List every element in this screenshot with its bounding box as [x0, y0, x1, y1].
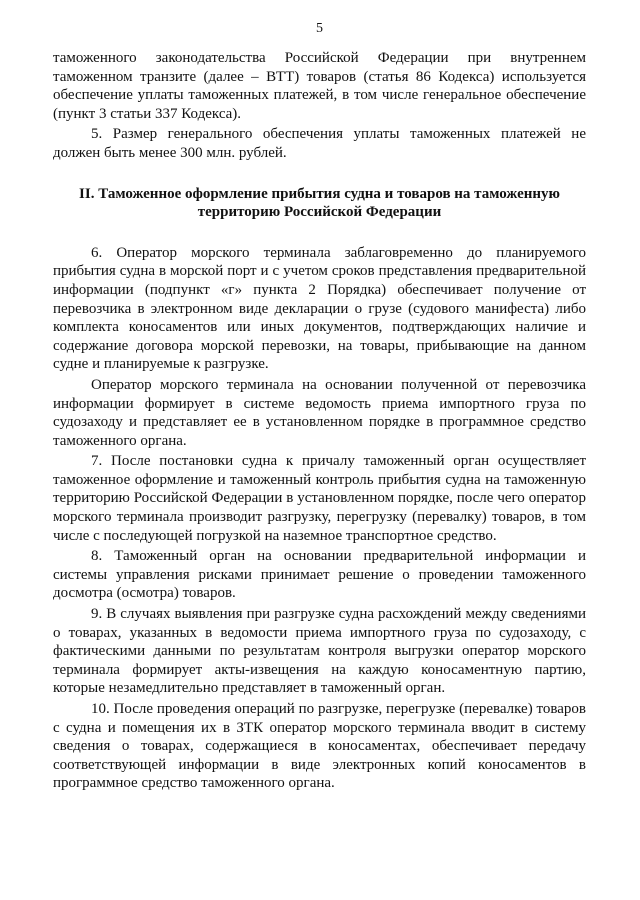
paragraph-item-7: 7. После постановки судна к причалу таможенный орган осуществляет таможенное оформление и таможенный контроль прибытия судна на таможенную территорию Российской Федерации в установленном порядке, после чего оператор морского терминала производит разгрузку, перегрузку (перевалку) товаров, в том числе с последующей погрузкой на наземное транспортное средство. — [53, 453, 586, 544]
paragraph-item-9: 9. В случаях выявления при разгрузке судна расхождений между сведениями о товарах, указанных в ведомости приема импортного груза по судозаходу, с фактическими данными по результатам контроля выгрузки оператор морского терминала формирует акты-извещения на каждую коносаментную партию, которые незамедлительно представляет в таможенный орган. — [53, 606, 586, 697]
paragraph-item-6-continuation: Оператор морского терминала на основании полученной от перевозчика информации формирует в системе ведомость приема импортного груза по судозаходу и представляет ее в установленном порядке в программное средство таможенного органа. — [53, 376, 586, 449]
paragraph-item-10: 10. После проведения операций по разгрузке, перегрузке (перевалке) товаров с судна и помещения их в ЗТК оператор морского терминала вводит в систему сведения о товарах, содержащиеся в коносаментах, обеспечивает передачу соответствующей информации в виде электронных копий коносаментов в программное средство таможенного органа. — [53, 701, 586, 792]
document-page — [53, 20, 586, 793]
section-heading: II. Таможенное оформление прибытия судна и товаров на таможенную территорию Российской Федерации — [79, 185, 560, 221]
paragraph-item-6: 6. Оператор морского терминала заблаговременно до планируемого прибытия судна в морской порт и с учетом сроков представления предварительной информации (подпункт «г» пункта 2 Порядка) обеспечивает получение от перевозчика в электронном виде декларации о грузе (судового манифеста) либо комплекта коносаментов или иных документов, подтверждающих наличие и содержание договора морской перевозки, на товары, прибывающие на данном судне и планируемые к разгрузке. — [53, 244, 586, 373]
paragraph-item-8: 8. Таможенный орган на основании предварительной информации и системы управления рисками принимает решение о проведении таможенного досмотра (осмотра) товаров. — [53, 548, 586, 602]
intro-paragraph: таможенного законодательства Российской Федерации при внутреннем таможенном транзите (далее – ВТТ) товаров (статья 86 Кодекса) используется обеспечение уплаты таможенных платежей, в том числе генеральное обеспечение (пункт 3 статьи 337 Кодекса). — [53, 50, 586, 122]
page-number: 5 — [316, 21, 323, 36]
paragraph-item-5: 5. Размер генерального обеспечения уплаты таможенных платежей не должен быть менее 300 млн. рублей. — [53, 126, 586, 161]
